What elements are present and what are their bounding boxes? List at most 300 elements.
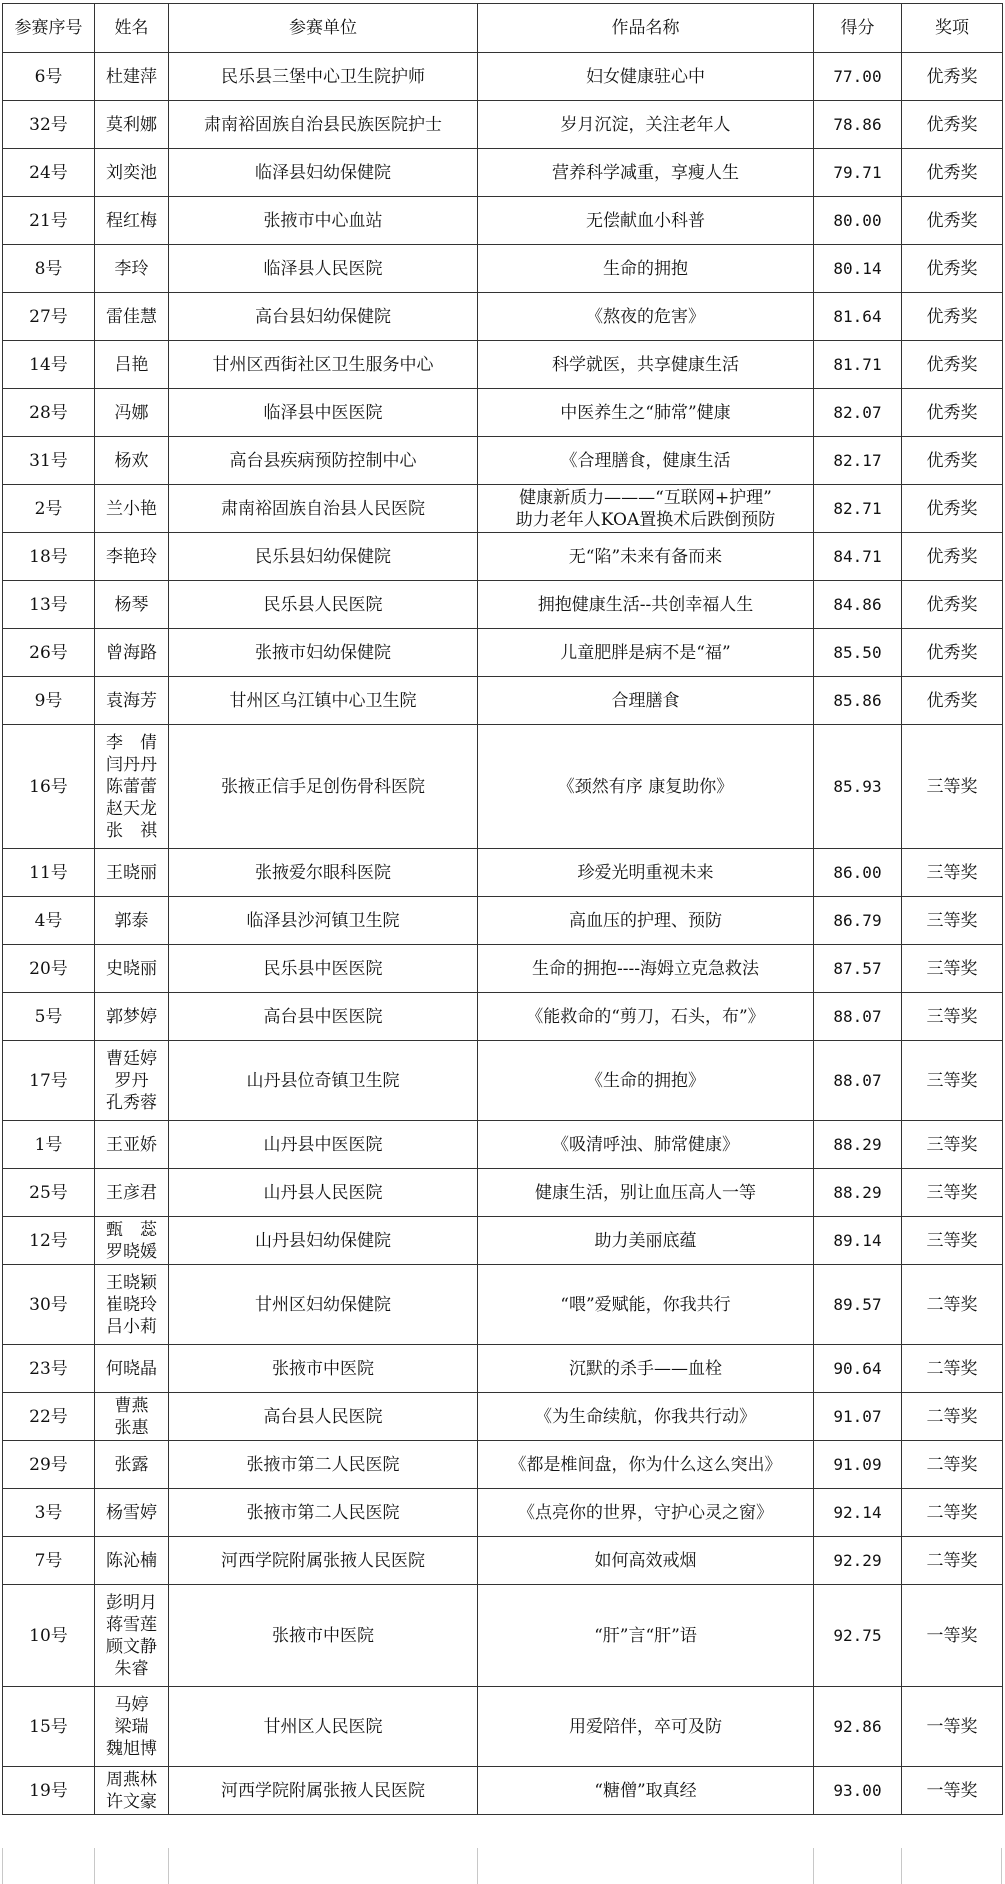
- participant-name-cell-line: 吕小莉: [106, 1316, 157, 1337]
- table-row: [3, 1345, 1003, 1393]
- participant-name-cell: [95, 1265, 169, 1345]
- table-row: [3, 389, 1003, 437]
- work-title-cell-line: 《能救命的“剪刀，石头，布”》: [526, 1006, 765, 1027]
- work-title-cell: [478, 897, 814, 945]
- entry-number-cell: 30号: [3, 1265, 95, 1345]
- work-title-cell-line: 合理膳食: [611, 690, 680, 711]
- participant-name-cell-line: 曹廷婷: [106, 1048, 157, 1069]
- participant-name-cell-line: 杜建萍: [106, 66, 157, 87]
- participant-name-cell-line: 史晓丽: [106, 958, 157, 979]
- work-title-cell-line: 如何高效戒烟: [594, 1550, 697, 1571]
- participant-name-cell-line: 张惠: [114, 1417, 149, 1438]
- participant-name-cell-line: 魏旭博: [106, 1738, 157, 1759]
- participant-name-cell-line: 何晓晶: [106, 1358, 157, 1379]
- table-row: [3, 581, 1003, 629]
- entry-number-cell: 5号: [3, 993, 95, 1041]
- work-title-cell-line: “肝”言“肝”语: [594, 1625, 697, 1646]
- work-title-cell-line: 用爱陪伴，卒可及防: [569, 1716, 722, 1737]
- unit-cell: 民乐县妇幼保健院: [169, 533, 478, 581]
- participant-name-cell-line: 李 倩: [106, 732, 157, 753]
- work-title-cell: [478, 1767, 814, 1815]
- participant-name-cell: [95, 533, 169, 581]
- entry-number-cell: 23号: [3, 1345, 95, 1393]
- unit-cell: 甘州区妇幼保健院: [169, 1265, 478, 1345]
- entry-number-cell: 7号: [3, 1537, 95, 1585]
- entry-number-cell: 28号: [3, 389, 95, 437]
- participant-name-cell: [95, 1585, 169, 1687]
- award-cell: 一等奖: [902, 1767, 1003, 1815]
- score-cell: 89.14: [814, 1217, 902, 1265]
- participant-name-cell-line: 郭泰: [114, 910, 149, 931]
- award-cell: 二等奖: [902, 1537, 1003, 1585]
- score-cell: 82.17: [814, 437, 902, 485]
- unit-cell: 山丹县中医医院: [169, 1121, 478, 1169]
- participant-name-cell: [95, 629, 169, 677]
- entry-number-cell: 13号: [3, 581, 95, 629]
- unit-cell: 张掖市中医院: [169, 1585, 478, 1687]
- work-title-cell: [478, 245, 814, 293]
- work-title-cell: [478, 53, 814, 101]
- score-cell: 80.00: [814, 197, 902, 245]
- unit-cell: 甘州区乌江镇中心卫生院: [169, 677, 478, 725]
- unit-cell: 临泽县沙河镇卫生院: [169, 897, 478, 945]
- participant-name-cell-line: 吕艳: [114, 354, 149, 375]
- score-cell: 82.71: [814, 485, 902, 533]
- participant-name-cell-line: 冯娜: [114, 402, 149, 423]
- participant-name-cell: [95, 1217, 169, 1265]
- participant-name-cell: [95, 101, 169, 149]
- unit-cell: 张掖市第二人民医院: [169, 1489, 478, 1537]
- award-cell: 优秀奖: [902, 533, 1003, 581]
- entry-number-cell: 15号: [3, 1687, 95, 1767]
- score-cell: 81.64: [814, 293, 902, 341]
- entry-number-cell: 8号: [3, 245, 95, 293]
- participant-name-cell: [95, 993, 169, 1041]
- score-cell: 86.79: [814, 897, 902, 945]
- table-row: [3, 725, 1003, 849]
- unit-cell: 临泽县妇幼保健院: [169, 149, 478, 197]
- participant-name-cell-line: 郭梦婷: [106, 1006, 157, 1027]
- work-title-cell: [478, 1687, 814, 1767]
- table-row: [3, 293, 1003, 341]
- unit-cell: 高台县中医医院: [169, 993, 478, 1041]
- score-cell: 90.64: [814, 1345, 902, 1393]
- participant-name-cell-line: 罗晓媛: [106, 1241, 157, 1262]
- table-row: [3, 1217, 1003, 1265]
- work-title-cell-line: 儿童肥胖是病不是“福”: [560, 642, 731, 663]
- entry-number-cell: 20号: [3, 945, 95, 993]
- work-title-cell-line: 无“陷”未来有备而来: [568, 546, 723, 567]
- work-title-cell-line: “喂”爱赋能，你我共行: [560, 1294, 731, 1315]
- participant-name-cell: [95, 1441, 169, 1489]
- participant-name-cell-line: 赵天龙: [106, 798, 157, 819]
- work-title-cell: [478, 1121, 814, 1169]
- award-cell: 优秀奖: [902, 341, 1003, 389]
- table-row: [3, 149, 1003, 197]
- work-title-cell-line: 《为生命续航，你我共行动》: [535, 1406, 756, 1427]
- work-title-cell-line: 《吸清呼浊、肺常健康》: [552, 1134, 739, 1155]
- unit-cell: 肃南裕固族自治县民族医院护士: [169, 101, 478, 149]
- work-title-cell-line: 《合理膳食，健康生活: [560, 450, 731, 471]
- work-title-cell-line: 《颈然有序 康复助你》: [557, 776, 734, 797]
- award-cell: 二等奖: [902, 1489, 1003, 1537]
- participant-name-cell-line: 闫丹丹: [106, 754, 157, 775]
- score-cell: 84.71: [814, 533, 902, 581]
- award-cell: 优秀奖: [902, 245, 1003, 293]
- award-cell: 一等奖: [902, 1687, 1003, 1767]
- participant-name-cell: [95, 245, 169, 293]
- participant-name-cell-line: 莫利娜: [106, 114, 157, 135]
- award-cell: 二等奖: [902, 1345, 1003, 1393]
- participant-name-cell: [95, 341, 169, 389]
- header-award: 奖项: [902, 4, 1003, 53]
- work-title-cell-line: 拥抱健康生活--共创幸福人生: [537, 594, 754, 615]
- work-title-cell: [478, 1585, 814, 1687]
- work-title-cell: [478, 725, 814, 849]
- table-row: [3, 1041, 1003, 1121]
- work-title-cell-line: 《点亮你的世界，守护心灵之窗》: [518, 1502, 773, 1523]
- unit-cell: 河西学院附属张掖人民医院: [169, 1767, 478, 1815]
- award-cell: 三等奖: [902, 1041, 1003, 1121]
- work-title-cell: [478, 677, 814, 725]
- participant-name-cell-line: 曹燕: [114, 1395, 149, 1416]
- participant-name-cell-line: 张露: [114, 1454, 149, 1475]
- participant-name-cell: [95, 897, 169, 945]
- award-cell: 二等奖: [902, 1393, 1003, 1441]
- score-cell: 88.07: [814, 993, 902, 1041]
- score-cell: 92.14: [814, 1489, 902, 1537]
- award-cell: 优秀奖: [902, 485, 1003, 533]
- participant-name-cell-line: 刘奕池: [106, 162, 157, 183]
- work-title-cell: [478, 1041, 814, 1121]
- score-cell: 88.07: [814, 1041, 902, 1121]
- award-cell: 优秀奖: [902, 53, 1003, 101]
- table-row: [3, 197, 1003, 245]
- participant-name-cell-line: 王彦君: [106, 1182, 157, 1203]
- participant-name-cell-line: 陈蕾蕾: [106, 776, 157, 797]
- unit-cell: 河西学院附属张掖人民医院: [169, 1537, 478, 1585]
- work-title-cell-line: 生命的拥抱----海姆立克急救法: [532, 958, 759, 979]
- award-cell: 优秀奖: [902, 101, 1003, 149]
- award-cell: 三等奖: [902, 945, 1003, 993]
- entry-number-cell: 16号: [3, 725, 95, 849]
- table-row: [3, 533, 1003, 581]
- entry-number-cell: 25号: [3, 1169, 95, 1217]
- entry-number-cell: 29号: [3, 1441, 95, 1489]
- participant-name-cell-line: 顾文静: [106, 1636, 157, 1657]
- score-cell: 80.14: [814, 245, 902, 293]
- award-cell: 优秀奖: [902, 581, 1003, 629]
- unit-cell: 甘州区西街社区卫生服务中心: [169, 341, 478, 389]
- participant-name-cell: [95, 1767, 169, 1815]
- table-row: [3, 245, 1003, 293]
- entry-number-cell: 12号: [3, 1217, 95, 1265]
- score-cell: 85.50: [814, 629, 902, 677]
- entry-number-cell: 22号: [3, 1393, 95, 1441]
- work-title-cell: [478, 993, 814, 1041]
- unit-cell: 山丹县人民医院: [169, 1169, 478, 1217]
- award-cell: 一等奖: [902, 1585, 1003, 1687]
- unit-cell: 肃南裕固族自治县人民医院: [169, 485, 478, 533]
- work-title-cell: [478, 1393, 814, 1441]
- entry-number-cell: 32号: [3, 101, 95, 149]
- table-row: [3, 1687, 1003, 1767]
- unit-cell: 高台县妇幼保健院: [169, 293, 478, 341]
- work-title-cell: [478, 437, 814, 485]
- score-cell: 85.93: [814, 725, 902, 849]
- score-cell: 77.00: [814, 53, 902, 101]
- participant-name-cell-line: 王晓颖: [106, 1272, 157, 1293]
- award-cell: 三等奖: [902, 1217, 1003, 1265]
- award-cell: 三等奖: [902, 1169, 1003, 1217]
- participant-name-cell: [95, 389, 169, 437]
- work-title-cell-line: 助力美丽底蕴: [594, 1230, 697, 1251]
- table-row: [3, 101, 1003, 149]
- entry-number-cell: 31号: [3, 437, 95, 485]
- score-cell: 86.00: [814, 849, 902, 897]
- participant-name-cell: [95, 677, 169, 725]
- empty-grid-area: [2, 1848, 1002, 1884]
- header-score: 得分: [814, 4, 902, 53]
- participant-name-cell-line: 许文豪: [106, 1791, 157, 1812]
- unit-cell: 张掖市第二人民医院: [169, 1441, 478, 1489]
- work-title-cell-line: 岁月沉淀，关注老年人: [560, 114, 731, 135]
- entry-number-cell: 18号: [3, 533, 95, 581]
- score-cell: 91.07: [814, 1393, 902, 1441]
- table-row: [3, 1121, 1003, 1169]
- participant-name-cell: [95, 1687, 169, 1767]
- participant-name-cell-line: 杨雪婷: [106, 1502, 157, 1523]
- table-row: [3, 1393, 1003, 1441]
- unit-cell: 临泽县人民医院: [169, 245, 478, 293]
- header-name: 姓名: [95, 4, 169, 53]
- score-cell: 92.29: [814, 1537, 902, 1585]
- participant-name-cell-line: 王晓丽: [106, 862, 157, 883]
- work-title-cell: [478, 1265, 814, 1345]
- unit-cell: 山丹县位奇镇卫生院: [169, 1041, 478, 1121]
- entry-number-cell: 3号: [3, 1489, 95, 1537]
- work-title-cell-line: 珍爱光明重视未来: [577, 862, 714, 883]
- unit-cell: 高台县人民医院: [169, 1393, 478, 1441]
- participant-name-cell: [95, 1345, 169, 1393]
- table-row: [3, 341, 1003, 389]
- table-row: [3, 945, 1003, 993]
- participant-name-cell-line: 罗丹: [114, 1070, 149, 1091]
- score-cell: 84.86: [814, 581, 902, 629]
- participant-name-cell: [95, 725, 169, 849]
- entry-number-cell: 26号: [3, 629, 95, 677]
- unit-cell: 民乐县人民医院: [169, 581, 478, 629]
- score-cell: 85.86: [814, 677, 902, 725]
- entry-number-cell: 21号: [3, 197, 95, 245]
- score-cell: 78.86: [814, 101, 902, 149]
- participant-name-cell: [95, 849, 169, 897]
- participant-name-cell: [95, 437, 169, 485]
- unit-cell: 民乐县中医医院: [169, 945, 478, 993]
- participant-name-cell: [95, 1169, 169, 1217]
- table-row: [3, 1265, 1003, 1345]
- award-cell: 二等奖: [902, 1441, 1003, 1489]
- participant-name-cell-line: 雷佳慧: [106, 306, 157, 327]
- work-title-cell: [478, 341, 814, 389]
- table-row: [3, 53, 1003, 101]
- header-row: [3, 4, 1003, 53]
- participant-name-cell: [95, 197, 169, 245]
- score-cell: 87.57: [814, 945, 902, 993]
- entry-number-cell: 27号: [3, 293, 95, 341]
- work-title-cell: [478, 1489, 814, 1537]
- participant-name-cell-line: 张 祺: [106, 820, 157, 841]
- work-title-cell-line: 健康新质力———“互联网+护理”: [519, 487, 772, 508]
- award-cell: 二等奖: [902, 1265, 1003, 1345]
- score-cell: 79.71: [814, 149, 902, 197]
- participant-name-cell-line: 周燕林: [106, 1769, 157, 1790]
- award-cell: 三等奖: [902, 1121, 1003, 1169]
- work-title-cell-line: 高血压的护理、预防: [569, 910, 722, 931]
- entry-number-cell: 2号: [3, 485, 95, 533]
- participant-name-cell-line: 甄 蕊: [106, 1219, 157, 1240]
- participant-name-cell-line: 蒋雪莲: [106, 1614, 157, 1635]
- entry-number-cell: 1号: [3, 1121, 95, 1169]
- entry-number-cell: 24号: [3, 149, 95, 197]
- score-cell: 91.09: [814, 1441, 902, 1489]
- table-row: [3, 849, 1003, 897]
- participant-name-cell: [95, 1041, 169, 1121]
- work-title-cell: [478, 149, 814, 197]
- unit-cell: 甘州区人民医院: [169, 1687, 478, 1767]
- award-cell: 优秀奖: [902, 629, 1003, 677]
- score-cell: 92.86: [814, 1687, 902, 1767]
- work-title-cell-line: 《都是椎间盘，你为什么这么突出》: [509, 1454, 782, 1475]
- entry-number-cell: 10号: [3, 1585, 95, 1687]
- score-cell: 81.71: [814, 341, 902, 389]
- unit-cell: 高台县疾病预防控制中心: [169, 437, 478, 485]
- table-row: [3, 1441, 1003, 1489]
- participant-name-cell: [95, 149, 169, 197]
- results-table: [2, 3, 1003, 1815]
- unit-cell: 民乐县三堡中心卫生院护师: [169, 53, 478, 101]
- score-cell: 88.29: [814, 1121, 902, 1169]
- work-title-cell: [478, 1441, 814, 1489]
- unit-cell: 张掖市妇幼保健院: [169, 629, 478, 677]
- participant-name-cell-line: 崔晓玲: [106, 1294, 157, 1315]
- entry-number-cell: 17号: [3, 1041, 95, 1121]
- award-cell: 三等奖: [902, 725, 1003, 849]
- table-row: [3, 1489, 1003, 1537]
- work-title-cell: [478, 1345, 814, 1393]
- award-cell: 优秀奖: [902, 389, 1003, 437]
- work-title-cell: [478, 389, 814, 437]
- work-title-cell: [478, 945, 814, 993]
- unit-cell: 张掖市中医院: [169, 1345, 478, 1393]
- award-cell: 优秀奖: [902, 149, 1003, 197]
- award-cell: 优秀奖: [902, 293, 1003, 341]
- participant-name-cell: [95, 581, 169, 629]
- work-title-cell-line: 健康生活，别让血压高人一等: [535, 1182, 756, 1203]
- work-title-cell-line: 妇女健康驻心中: [586, 66, 705, 87]
- participant-name-cell-line: 袁海芳: [106, 690, 157, 711]
- award-cell: 优秀奖: [902, 677, 1003, 725]
- participant-name-cell-line: 程红梅: [106, 210, 157, 231]
- header-entry-number: 参赛序号: [3, 4, 95, 53]
- table-row: [3, 897, 1003, 945]
- participant-name-cell-line: 杨欢: [114, 450, 149, 471]
- table-row: [3, 485, 1003, 533]
- work-title-cell: [478, 629, 814, 677]
- entry-number-cell: 6号: [3, 53, 95, 101]
- participant-name-cell-line: 李艳玲: [106, 546, 157, 567]
- work-title-cell-line: 无偿献血小科普: [586, 210, 705, 231]
- participant-name-cell-line: 陈沁楠: [106, 1550, 157, 1571]
- entry-number-cell: 9号: [3, 677, 95, 725]
- participant-name-cell-line: 彭明月: [106, 1592, 157, 1613]
- table-row: [3, 1767, 1003, 1815]
- participant-name-cell-line: 梁瑞: [114, 1716, 149, 1737]
- work-title-cell-line: 营养科学减重，享瘦人生: [552, 162, 739, 183]
- participant-name-cell: [95, 945, 169, 993]
- work-title-cell-line: 科学就医，共享健康生活: [552, 354, 739, 375]
- participant-name-cell-line: 孔秀蓉: [106, 1092, 157, 1113]
- unit-cell: 张掖爱尔眼科医院: [169, 849, 478, 897]
- participant-name-cell-line: 兰小艳: [106, 498, 157, 519]
- entry-number-cell: 19号: [3, 1767, 95, 1815]
- unit-cell: 山丹县妇幼保健院: [169, 1217, 478, 1265]
- work-title-cell-line: “糖僧”取真经: [594, 1780, 697, 1801]
- entry-number-cell: 14号: [3, 341, 95, 389]
- work-title-cell-line: 沉默的杀手——血栓: [569, 1358, 722, 1379]
- unit-cell: 张掖正信手足创伤骨科医院: [169, 725, 478, 849]
- award-cell: 优秀奖: [902, 197, 1003, 245]
- participant-name-cell-line: 王亚娇: [106, 1134, 157, 1155]
- work-title-cell: [478, 849, 814, 897]
- header-work-title: 作品名称: [478, 4, 814, 53]
- participant-name-cell: [95, 1489, 169, 1537]
- score-cell: 92.75: [814, 1585, 902, 1687]
- work-title-cell: [478, 581, 814, 629]
- award-cell: 三等奖: [902, 897, 1003, 945]
- work-title-cell-line: 《生命的拥抱》: [586, 1070, 705, 1091]
- participant-name-cell-line: 曾海路: [106, 642, 157, 663]
- work-title-cell-line: 中医养生之“肺常”健康: [560, 402, 731, 423]
- table-row: [3, 1537, 1003, 1585]
- entry-number-cell: 11号: [3, 849, 95, 897]
- participant-name-cell-line: 朱睿: [114, 1658, 149, 1679]
- table-row: [3, 1169, 1003, 1217]
- participant-name-cell: [95, 1537, 169, 1585]
- work-title-cell: [478, 197, 814, 245]
- participant-name-cell: [95, 1393, 169, 1441]
- table-row: [3, 629, 1003, 677]
- participant-name-cell: [95, 53, 169, 101]
- participant-name-cell: [95, 485, 169, 533]
- table-row: [3, 437, 1003, 485]
- work-title-cell: [478, 1169, 814, 1217]
- table-row: [3, 677, 1003, 725]
- entry-number-cell: 4号: [3, 897, 95, 945]
- participant-name-cell: [95, 293, 169, 341]
- header-unit: 参赛单位: [169, 4, 478, 53]
- work-title-cell: [478, 485, 814, 533]
- work-title-cell: [478, 533, 814, 581]
- table-row: [3, 993, 1003, 1041]
- table-row: [3, 1585, 1003, 1687]
- unit-cell: 张掖市中心血站: [169, 197, 478, 245]
- work-title-cell: [478, 1217, 814, 1265]
- score-cell: 82.07: [814, 389, 902, 437]
- award-cell: 优秀奖: [902, 437, 1003, 485]
- unit-cell: 临泽县中医医院: [169, 389, 478, 437]
- score-cell: 89.57: [814, 1265, 902, 1345]
